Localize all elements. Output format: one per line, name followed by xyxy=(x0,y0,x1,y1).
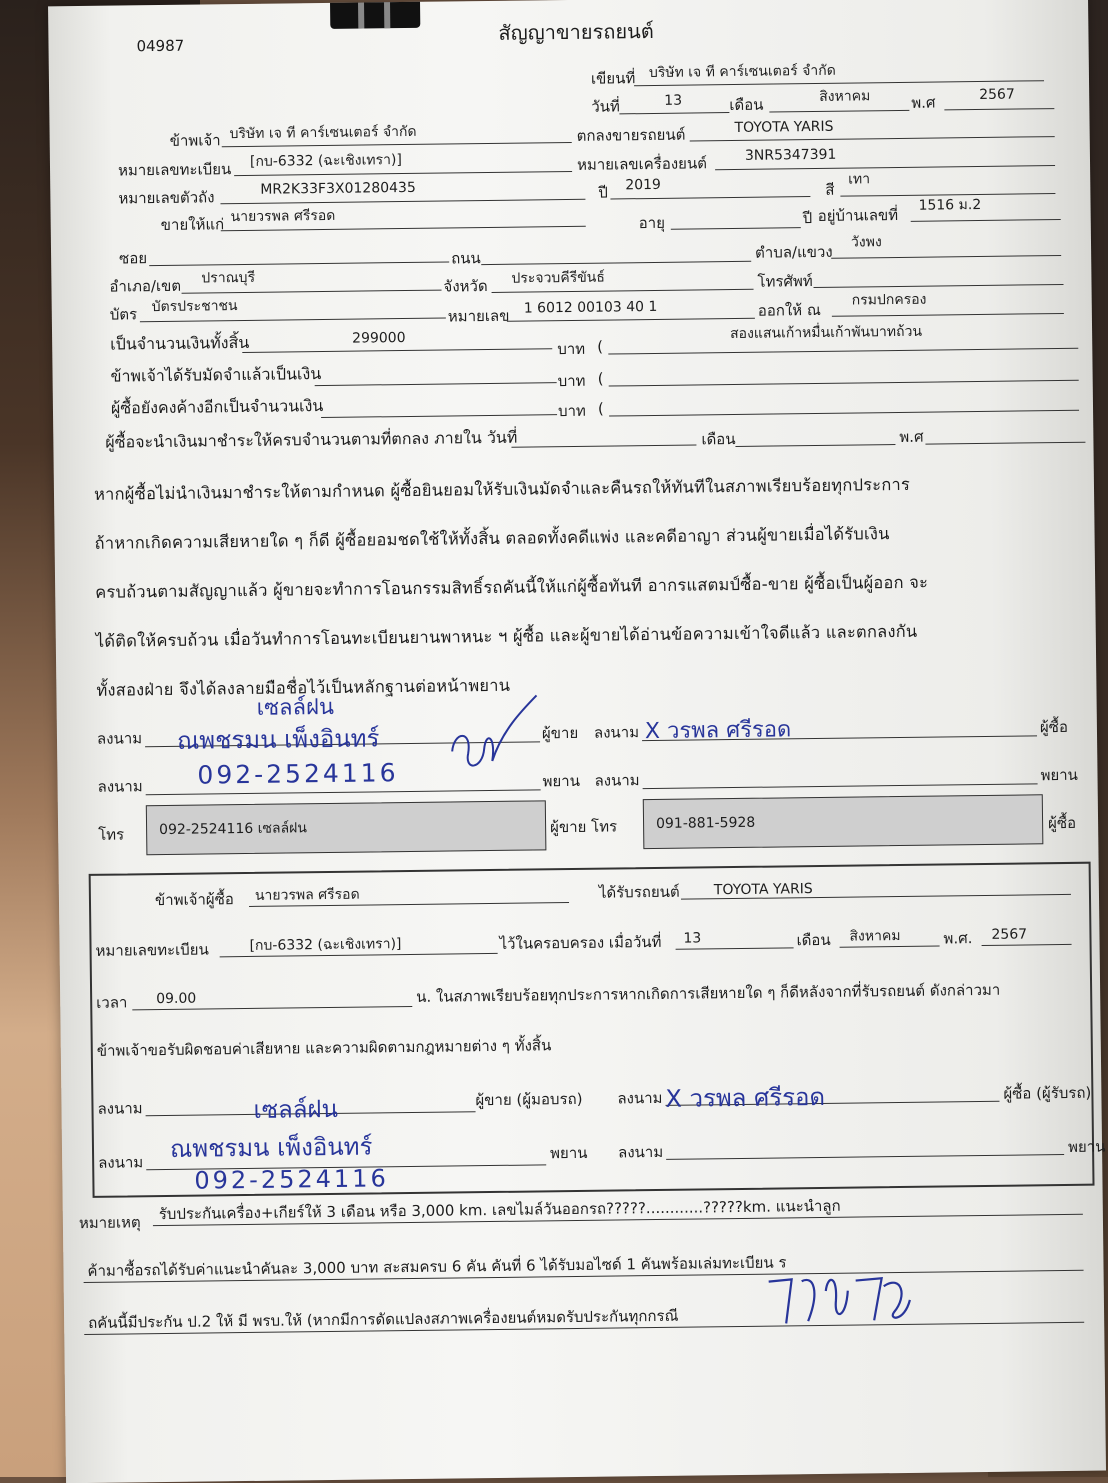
id-line xyxy=(507,318,755,322)
color-value: เทา xyxy=(848,171,871,188)
plate-value: [กบ-6332 (ฉะเชิงเทรา)] xyxy=(249,152,402,170)
day-line xyxy=(619,112,729,114)
car-line xyxy=(690,136,1055,141)
receipt-buyer-sign-label: ลงนาม xyxy=(617,1088,663,1108)
receipt-month-label: เดือน xyxy=(796,930,831,950)
age-unit-label: ปี xyxy=(802,209,813,228)
written-at-value: บริษัท เจ ที คาร์เซนเตอร์ จำกัด xyxy=(648,62,836,82)
subdistrict-line xyxy=(831,255,1061,259)
notes-line-1: รับประกันเครื่อง+เกียร์ให้ 3 เดือน หรือ 3,000 km. เลขไมล์วันออกรถ?????............?????km. แนะนำลูก xyxy=(158,1196,841,1224)
age-label: อายุ xyxy=(638,213,666,233)
house-label: อยู่บ้านเลขที่ xyxy=(817,205,899,225)
receipt-buyer-value: นายวรพล ศรีรอด xyxy=(254,886,360,904)
house-value: 1516 ม.2 xyxy=(918,196,982,214)
total-line xyxy=(242,348,552,353)
plate-label: หมายเลขทะเบียน xyxy=(117,160,232,180)
receipt-plate-value: [กบ-6332 (ฉะเชิงเทรา)] xyxy=(249,936,402,954)
buyer-line xyxy=(221,226,586,231)
buyer-phone-value: 091-881-5928 xyxy=(655,814,756,832)
document-title: สัญญาขายรถยนต์ xyxy=(498,18,654,45)
paragraph-line-2: ถ้าหากเกิดความเสียหายใด ๆ ก็ดี ผู้ซื้อยอมชดใช้ให้ทั้งสิ้น ตลอดทั้งคดีแพ่ง และคดีอาญา ส่วนผู้ขายเมื่อได้รับเงิน xyxy=(94,524,890,553)
total-value: 299000 xyxy=(352,330,406,347)
phone-line xyxy=(814,284,1064,288)
seller-phone-box xyxy=(146,800,547,855)
subdistrict-value: วังพง xyxy=(850,234,882,251)
receipt-witness2-role: พยาน xyxy=(1067,1137,1106,1156)
seller-value: บริษัท เจ ที คาร์เซนเตอร์ จำกัด xyxy=(229,123,417,143)
binder-clip-icon xyxy=(330,2,420,29)
receipt-witness2-sign-label: ลงนาม xyxy=(617,1142,664,1162)
pay-label: ผู้ซื้อจะนำเงินมาชำระให้ครบจำนวนตามที่ตกลง ภายใน วันที่ xyxy=(105,427,518,452)
receipt-witness1-role: พยาน xyxy=(549,1143,588,1163)
written-at-line xyxy=(634,80,1044,86)
road-line xyxy=(481,261,751,265)
contract-paper xyxy=(48,0,1106,1483)
handwritten-seller-nickname: เซลล์ฝน xyxy=(256,694,335,721)
remaining-baht-label: บาท xyxy=(557,401,586,421)
seller-signature-icon xyxy=(441,690,542,781)
month-value: สิงหาคม xyxy=(819,88,871,105)
total-paren-open: ( xyxy=(597,337,604,356)
witness2-sign-line xyxy=(643,783,1038,789)
receipt-time-text: น. ในสภาพเรียบร้อยทุกประการหากเกิดการเสียหายใด ๆ ก็ดีหลังจากที่รับรถยนต์ ดังกล่าวมา xyxy=(416,980,1001,1006)
issued-label: ออกให้ ณ xyxy=(757,300,821,320)
card-label: บัตร xyxy=(109,305,138,324)
seller-role-label: ผู้ขาย xyxy=(541,723,579,743)
receipt-possess-label: ไว้ในครอบครอง เมื่อวันที่ xyxy=(499,932,662,953)
receipt-witness1-sign-label: ลงนาม xyxy=(98,1153,144,1172)
year-line xyxy=(944,108,1054,110)
buyer-label: ขายให้แก่ xyxy=(160,215,225,234)
date-label: วันที่ xyxy=(591,97,620,116)
paragraph-line-1: หากผู้ซื้อไม่นำเงินมาชำระให้ตามกำหนด ผู้ซื้อยินยอมให้รับเงินมัดจำและคืนรถให้ทันทีในสภาพเรียบร้อยทุกประการ xyxy=(93,474,911,504)
receipt-time-value: 09.00 xyxy=(156,990,197,1008)
receipt-accept-text: ข้าพเจ้าขอรับผิดชอบค่าเสียหาย และความผิดตามกฎหมายต่าง ๆ ทั้งสิ้น xyxy=(96,1036,552,1060)
age-line xyxy=(671,227,801,230)
pay-year-line xyxy=(925,442,1085,445)
color-line xyxy=(840,193,1055,197)
card-line xyxy=(140,318,446,323)
province-line xyxy=(492,289,754,293)
province-label: จังหวัด xyxy=(443,277,488,296)
receipt-hand-seller-phone: 092-2524116 xyxy=(194,1164,389,1195)
receipt-year-label: พ.ศ. xyxy=(943,929,973,948)
receipt-buyer-label: ข้าพเจ้าผู้ซื้อ xyxy=(154,890,234,910)
engine-line xyxy=(715,165,1055,170)
receipt-day-value: 13 xyxy=(683,930,702,947)
card-value: บัตรประชาชน xyxy=(151,298,238,316)
paragraph-line-5: ทั้งสองฝ่าย จึงได้ลงลายมือชื่อไว้เป็นหลักฐานต่อหน้าพยาน xyxy=(96,675,511,700)
handwritten-note-icon xyxy=(763,1260,914,1332)
notes-label: หมายเหตุ xyxy=(78,1213,141,1233)
buyer-phone-role: ผู้ซื้อ xyxy=(1047,813,1077,833)
receipt-plate-label: หมายเลขทะเบียน xyxy=(95,940,209,960)
document-number: 04987 xyxy=(136,36,185,56)
house-line xyxy=(911,219,1061,222)
district-line xyxy=(182,290,442,294)
deposit-words-line xyxy=(609,380,1079,387)
remaining-label: ผู้ซื้อยังคงค้างอีกเป็นจำนวนเงิน xyxy=(110,396,324,418)
deposit-baht-label: บาท xyxy=(557,371,586,391)
deposit-label: ข้าพเจ้าได้รับมัดจำแล้วเป็นเงิน xyxy=(110,364,322,386)
paragraph-line-3: ครบถ้วนตามสัญญาแล้ว ผู้ขายจะทำการโอนกรรมสิทธิ์รถคันนี้ให้แก่ผู้ซื้อทันที อากรแสตมป์ซื้อ-ขาย ผู้ซื้อเป็นผู้ออก จะ xyxy=(95,572,929,602)
notes-line-2: ค้ามาซื้อรถได้รับค่าแนะนำคันละ 3,000 บาท สะสมครบ 6 คัน คันที่ 6 ได้รับมอไซด์ 1 คันพร้อมเล่มทะเบียน ร xyxy=(87,1253,787,1280)
year-value: 2567 xyxy=(979,86,1015,103)
month-line xyxy=(769,110,909,113)
soi-line xyxy=(149,261,449,266)
plate-line xyxy=(234,171,572,176)
deposit-paren-open: ( xyxy=(597,369,604,388)
buyer-sign-label: ลงนาม xyxy=(593,723,640,742)
pay-year-label: พ.ศ xyxy=(899,427,924,446)
chassis-label: หมายเลขตัวถัง xyxy=(118,188,215,208)
total-words-value: สองแสนเก้าหมื่นเก้าพันบาทถ้วน xyxy=(729,323,923,343)
subdistrict-label: ตำบล/แขวง xyxy=(754,242,833,262)
car-year-label: ปี xyxy=(598,183,608,202)
buyer-value: นายวรพล ศรีรอด xyxy=(230,207,336,226)
paragraph-line-4: ได้ติดให้ครบถ้วน เมื่อวันทำการโอนทะเบียนยานพาหนะ ฯ ผู้ซื้อ และผู้ขายได้อ่านข้อความเข้าใจดีแล้ว และตกลงกัน xyxy=(95,621,918,651)
car-value: TOYOTA YARIS xyxy=(734,118,834,136)
chassis-line xyxy=(220,199,585,204)
car-year-value: 2019 xyxy=(625,176,662,194)
buyer-role-label: ผู้ซื้อ xyxy=(1039,717,1069,737)
seller-label: ข้าพเจ้า xyxy=(169,131,221,150)
seller-phone-label: โทร xyxy=(98,825,125,844)
receipt-buyer-role: ผู้ซื้อ (ผู้รับรถ) xyxy=(1003,1083,1092,1103)
remaining-paren-open: ( xyxy=(597,399,604,418)
receipt-time-label: เวลา xyxy=(96,993,128,1012)
chassis-value: MR2K33F3X01280435 xyxy=(260,179,416,198)
pay-month-label: เดือน xyxy=(701,429,736,449)
district-value: ปราณบุรี xyxy=(201,269,256,287)
seller-sign-label: ลงนาม xyxy=(96,729,143,748)
witness1-role-label: พยาน xyxy=(542,771,581,791)
receipt-year-value: 2567 xyxy=(991,926,1028,943)
written-at-label: เขียนที่ xyxy=(590,69,636,88)
receipt-car-value: TOYOTA YARIS xyxy=(713,881,813,899)
witness2-role-label: พยาน xyxy=(1040,765,1078,785)
pay-day-line xyxy=(511,444,696,447)
receipt-received-label: ได้รับรถยนต์ xyxy=(598,882,680,902)
province-value: ประจวบคีรีขันธ์ xyxy=(511,269,605,287)
total-baht-label: บาท xyxy=(557,339,586,359)
engine-value: 3NR5347391 xyxy=(744,146,837,164)
handwritten-seller-name: ณพชรมน เพ็งอินทร์ xyxy=(176,724,380,755)
phone-label: โทรศัพท์ xyxy=(757,272,813,291)
engine-label: หมายเลขเครื่องยนต์ xyxy=(576,154,708,174)
color-label: สี xyxy=(825,180,835,199)
receipt-hand-seller-name: ณพชรมน เพ็งอินทร์ xyxy=(169,1132,373,1163)
district-label: อำเภอ/เขต xyxy=(109,276,182,296)
day-value: 13 xyxy=(664,92,683,109)
seller-phone-value: 092-2524116 เซลล์ฝน xyxy=(159,820,307,839)
seller-line xyxy=(222,142,572,147)
id-value: 1 6012 00103 40 1 xyxy=(523,298,658,317)
receipt-month-value: สิงหาคม xyxy=(849,928,901,945)
buyer-phone-box xyxy=(643,794,1044,849)
witness2-sign-label: ลงนาม xyxy=(594,771,640,790)
handwritten-seller-phone: 092-2524116 xyxy=(197,758,399,790)
receipt-hand-buyer-signature: X วรพล ศรีรอด xyxy=(665,1082,826,1113)
seller-phone-role: ผู้ขาย โทร xyxy=(549,817,618,837)
receipt-hand-seller-nickname: เซลล์ฝน xyxy=(253,1094,339,1124)
total-words-line xyxy=(608,348,1078,355)
witness1-sign-line xyxy=(146,789,541,795)
issued-line xyxy=(832,313,1064,317)
agree-label: ตกลงขายรถยนต์ xyxy=(576,125,686,145)
receipt-seller-role: ผู้ขาย (ผู้มอบรถ) xyxy=(475,1089,583,1110)
car-year-line xyxy=(610,196,810,199)
road-label: ถนน xyxy=(451,249,481,268)
handwritten-buyer-signature: X วรพล ศรีรอด xyxy=(644,717,792,745)
notes-line-3: ถคันนี้มีประกัน ป.2 ให้ มี พรบ.ให้ (หากมีการดัดแปลงสภาพเครื่องยนต์หมดรับประกันทุกกรณี xyxy=(88,1306,679,1332)
remaining-words-line xyxy=(609,410,1079,417)
remaining-line xyxy=(321,414,557,418)
issued-value: กรมปกครอง xyxy=(851,291,927,309)
witness1-sign-label: ลงนาม xyxy=(97,777,143,796)
pay-month-line xyxy=(735,444,895,447)
id-label: หมายเลข xyxy=(447,306,510,326)
receipt-seller-sign-label: ลงนาม xyxy=(97,1099,143,1118)
soi-label: ซอย xyxy=(119,249,148,268)
deposit-line xyxy=(315,382,557,386)
month-label: เดือน xyxy=(729,95,764,115)
year-label: พ.ศ xyxy=(911,93,936,112)
total-label: เป็นจำนวนเงินทั้งสิ้น xyxy=(110,332,250,354)
